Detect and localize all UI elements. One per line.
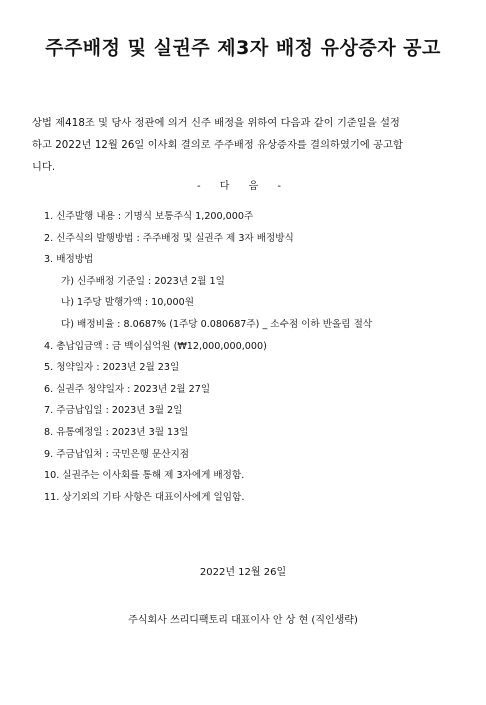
intro-paragraph: [32, 113, 456, 179]
intro-line: 니다.: [32, 162, 56, 173]
sub-item-issue-price: 나) 1주당 발행가액 : 10,000원: [61, 297, 194, 309]
list-item-third-party-allocation: 10. 실권주는 이사회를 통해 제 3자에게 배정함.: [44, 470, 245, 482]
list-item-allocation-method: 3. 배정방법: [44, 254, 94, 266]
notice-date: 2022년 12월 26일: [199, 567, 287, 578]
list-item-other-matters: 11. 상기외의 기타 사항은 대표이사에게 일임함.: [44, 491, 245, 503]
intro-line: 상법 제418조 및 당사 정관에 의거 신주 배정을 위하여 다음과 같이 기준일을 설정: [32, 118, 400, 129]
sub-item-allocation-ratio: 다) 배정비율 : 8.0687% (1주당 0.080687주) _ 소수점 이하 반올림 절삭: [61, 318, 373, 330]
list-item-payment-bank: 9. 주금납입처 : 국민은행 문산지점: [44, 448, 190, 460]
signer-line: 주식회사 쓰리디팩토리 대표이사 안 상 현 (직인생략): [128, 615, 358, 626]
section-heading: - 다 음 -: [196, 181, 290, 192]
list-item-issue-method: 2. 신주식의 발행방법 : 주주배정 및 실권주 제 3자 배정방식: [44, 232, 294, 244]
list-item-total-amount: 4. 총납입금액 : 금 백이십억원 (₩12,000,000,000): [44, 340, 267, 352]
list-item-subscription-date: 5. 청약일자 : 2023년 2월 23일: [44, 362, 180, 374]
list-item-listing-date: 8. 유통예정일 : 2023년 3월 13일: [44, 426, 189, 438]
sub-item-record-date: 가) 신주배정 기준일 : 2023년 2월 1일: [61, 275, 225, 287]
notice-title: 주주배정 및 실권주 제3자 배정 유상증자 공고: [45, 37, 441, 59]
item-list: [44, 206, 464, 508]
intro-line: 하고 2022년 12월 26일 이사회 결의로 주주배정 유상증자를 결의하였기에 공고합: [32, 140, 403, 151]
list-item-issue-details: 1. 신주발행 내용 : 기명식 보통주식 1,200,000주: [44, 211, 254, 222]
list-item-payment-date: 7. 주금납입일 : 2023년 3월 2일: [44, 405, 183, 417]
list-item-forfeited-subscription-date: 6. 실권주 청약일자 : 2023년 2월 27일: [44, 383, 211, 395]
